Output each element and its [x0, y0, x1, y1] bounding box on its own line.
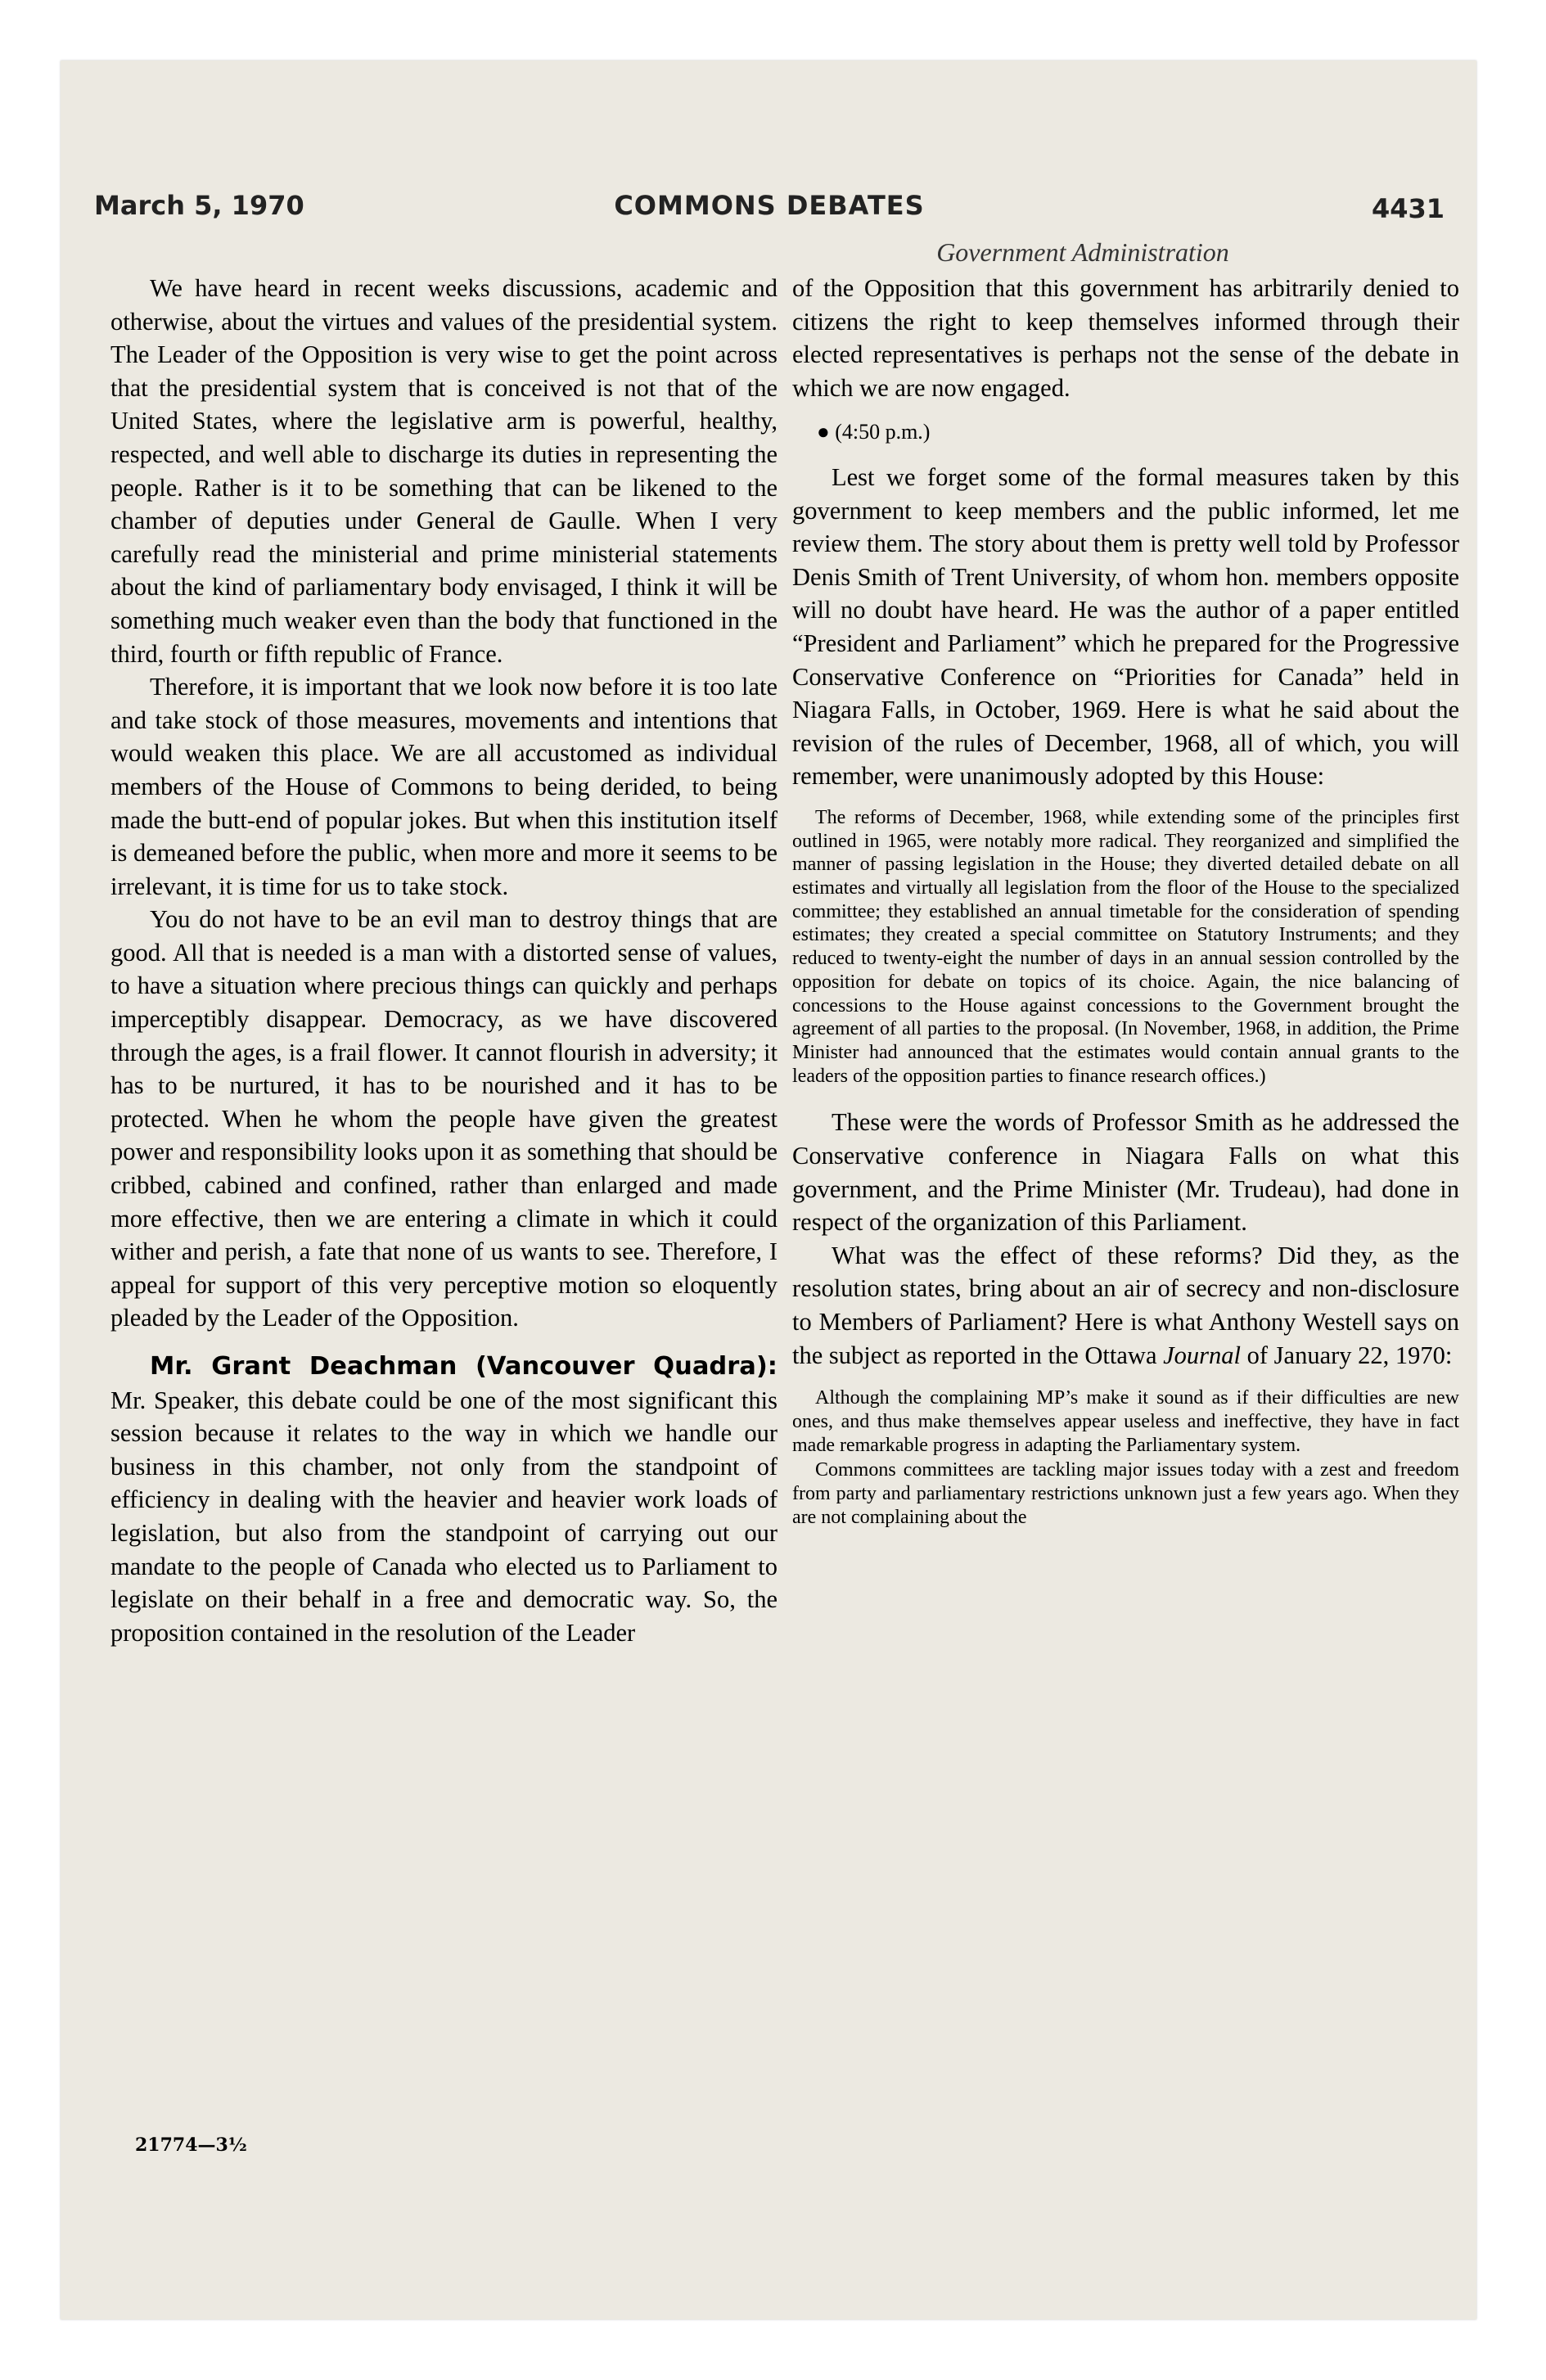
- header-title: COMMONS DEBATES: [614, 190, 925, 221]
- speaker-name: Mr. Grant Deachman (Vancouver Quadra):: [150, 1352, 778, 1381]
- time-stamp: ● (4:50 p.m.): [817, 420, 931, 444]
- paragraph: Therefore, it is important that we look now before it is too late and take stock of those measures, movements and intentions that would weaken this place. We are all accustomed as individual members of the House of Commons to being derided, to being made the butt-end of popular jokes. But when this institution itself is demeaned before the public, when more and more it seems to be irrelevant, it is time for us to take stock.: [110, 673, 778, 900]
- right-column: [792, 272, 1459, 1547]
- quotation: The reforms of December, 1968, while extending some of the principles first outlined in 1965, were notably more radical. They reorganized and simplified the manner of passing legislation in the House; they diverted detailed debate on all estimates and virtually all legislation from the floor of the House to the specialized committee; they established an annual timetable for the consideration of spending estimates; they created a special committee on Statutory Instruments; and they reduced to twenty-eight the number of days in an annual session controlled by the opposition for debate on topics of its choice. Again, the nice balancing of concessions to the House against concessions to the Government brought the agreement of all parties to the proposal. (In November, 1968, in addition, the Prime Minister had announced that the estimates would contain annual grants to the leaders of the opposition parties to finance research offices.): [792, 806, 1459, 1087]
- paragraph: [792, 1239, 1459, 1372]
- left-column: [110, 272, 778, 1649]
- paragraph: of the Opposition that this government has arbitrarily denied to citizens the right to keep themselves informed through their elected representatives is perhaps not the sense of the debate in which we are now engaged.: [792, 274, 1459, 402]
- paragraph: We have heard in recent weeks discussions, academic and otherwise, about the virtues and values of the presidential system. The Leader of the Opposition is very wise to get the point across that the presidential system that is conceived is not that of the United States, where the legislative arm is powerful, healthy, respected, and well able to discharge its duties in representing the people. Rather is it to be something that can be likened to the chamber of deputies under General de Gaulle. When I very carefully read the ministerial and prime ministerial statements about the kind of parliamentary body envisaged, I think it will be something much weaker even than the body that functioned in the third, fourth or fifth republic of France.: [110, 274, 778, 668]
- section-subheading: Government Administration: [936, 237, 1229, 267]
- paragraph-text: of January 22, 1970:: [1241, 1341, 1453, 1369]
- page-number: 4431: [1371, 193, 1445, 224]
- paragraph: You do not have to be an evil man to destroy things that are good. All that is needed is a man with a distorted sense of values, to have a situation where precious things can quickly and perhaps imperceptibly disappear. Democracy, as we have discovered through the ages, is a frail flower. It cannot flourish in adversity; it has to be nurtured, it has to be nourished and it has to be protected. When he whom the people have given the greatest power and responsibility looks upon it as something that should be cribbed, cabined and confined, rather than enlarged and made more effective, then we are entering a climate in which it could wither and perish, a fate that none of us wants to see. Therefore, I appeal for support of this very perceptive motion so eloquently pleaded by the Leader of the Opposition.: [110, 905, 778, 1332]
- paragraph-text: What was the effect of these reforms? Did they, as the resolution states, bring about an air of secrecy and non-disclosure to Members of Parliament? Here is what Anthony Westell says on the subject as reported in the Ottawa: [792, 1241, 1459, 1369]
- page-header: [94, 190, 1445, 231]
- speaker-text: Mr. Speaker, this debate could be one of the most significant this session because it relates to the way in which we handle our business in this chamber, not only from the standpoint of efficiency in dealing with the heavier and heavier work loads of legislation, but also from the standpoint of carrying out our mandate to the people of Canada who elected us to Parliament to legislate on their behalf in a free and democratic way. So, the proposition contained in the resolution of the Leader: [110, 1386, 778, 1647]
- paragraph: These were the words of Professor Smith as he addressed the Conservative conference in Niagara Falls on what this government, and the Prime Minister (Mr. Trudeau), had done in respect of the organization of this Parliament.: [792, 1108, 1459, 1237]
- paragraph: Lest we forget some of the formal measures taken by this government to keep members and the public informed, let me review them. The story about them is pretty well told by Professor Denis Smith of Trent University, of whom hon. members opposite will no doubt have heard. He was the author of a paper entitled “President and Parliament” which he prepared for the Progressive Conservative Conference on “Priorities for Canada” held in Niagara Falls, in October, 1969. Here is what he said about the revision of the rules of December, 1968, all of which, you will remember, were unanimously adopted by this House:: [792, 462, 1459, 791]
- header-date: March 5, 1970: [94, 190, 304, 221]
- publication-name: Journal: [1163, 1341, 1241, 1369]
- speaker-paragraph: [110, 1350, 778, 1649]
- quotation: Commons committees are tackling major issues today with a zest and freedom from party and parliamentary restrictions unknown just a few years ago. When they are not complaining about the: [792, 1459, 1459, 1528]
- quotation: Although the complaining MP’s make it sound as if their difficulties are new ones, and thus make themselves appear useless and ineffective, they have in fact made remarkable progress in adapting the Parliamentary system.: [792, 1387, 1459, 1456]
- footer-code: 21774—3½: [135, 2134, 247, 2156]
